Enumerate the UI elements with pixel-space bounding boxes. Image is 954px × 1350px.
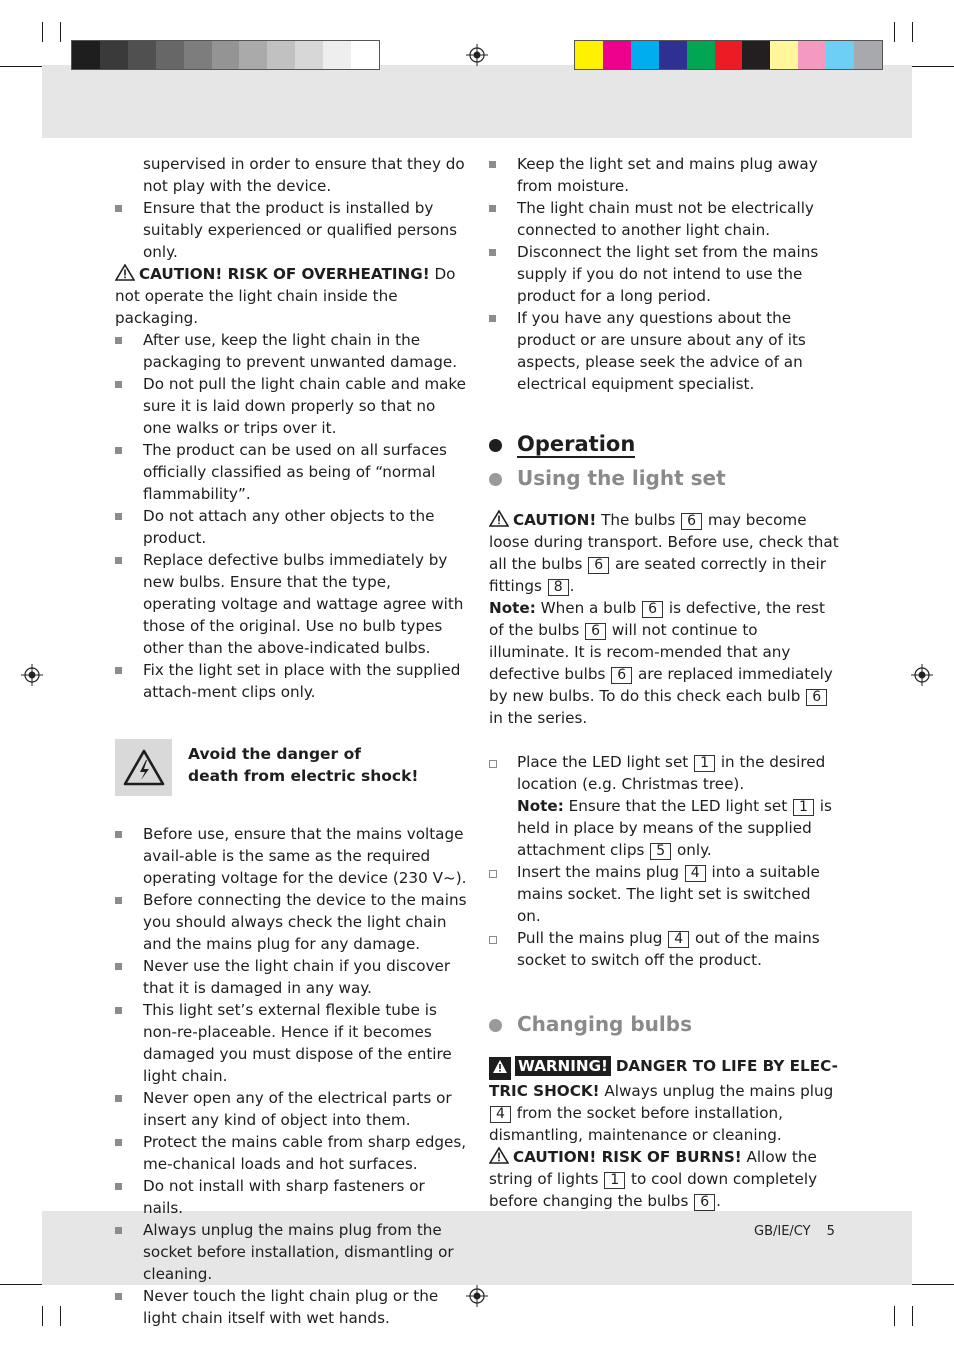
- page-footer: [754, 1224, 835, 1239]
- warning-triangle-icon: [115, 264, 135, 281]
- step-item: Insert the mains plug 4 into a suitable mains socket. The light set is switched on.: [489, 861, 839, 927]
- bullet-icon: [115, 205, 122, 212]
- list-item: The product can be used on all surfaces officially classified as being of “normal flammability”.: [115, 439, 467, 505]
- part-ref: 4: [685, 865, 706, 882]
- note-paragraph: Note: When a bulb 6 is defective, the rest of the bulbs 6 will not continue to illuminate. It is recom-mended that any defective bulbs 6 are replaced immediately by new bulbs. To do this check each bulb 6 in the series.: [489, 599, 833, 727]
- bullet-icon: [489, 249, 496, 256]
- registration-mark-icon: [466, 44, 488, 66]
- part-ref: 1: [694, 755, 715, 772]
- caution-paragraph: CAUTION! The bulbs 6 may become loose during transport. Before use, check that all the bulbs 6 are seated correctly in their fittings 8 .: [489, 511, 839, 595]
- registration-mark-icon: [21, 664, 43, 686]
- color-swatch: [742, 41, 770, 69]
- grayscale-bar: [71, 40, 380, 70]
- bullet-icon: [115, 963, 122, 970]
- list-item: Do not install with sharp fasteners or nails.: [115, 1175, 467, 1219]
- bullet-icon: [489, 205, 496, 212]
- header-band: [42, 65, 912, 138]
- color-swatch: [212, 41, 240, 69]
- crop-mark: [912, 66, 954, 67]
- warning-triangle-icon: [489, 1147, 509, 1164]
- list-group-a: [115, 329, 467, 703]
- bullet-icon: [115, 1095, 122, 1102]
- list-item: Before connecting the device to the mains you should always check the light chain and the mains plug for any damage.: [115, 889, 467, 955]
- list-item: Disconnect the light set from the mains supply if you do not intend to use the product for a long period.: [489, 241, 839, 307]
- burn-warning-paragraph: CAUTION! RISK OF BURNS! Allow the string of lights 1 to cool down completely before changing the bulbs 6 .: [489, 1148, 818, 1210]
- registration-mark-icon: [911, 664, 933, 686]
- language-codes: GB/IE/CY: [754, 1224, 811, 1239]
- crop-mark: [894, 1306, 895, 1326]
- crop-mark: [912, 1306, 913, 1326]
- list-item: If you have any questions about the product or are unsure about any of its aspects, please seek the advice of an electrical equipment specialist.: [489, 307, 839, 395]
- list-item: Keep the light set and mains plug away from moisture.: [489, 153, 839, 197]
- electric-shock-warning: [115, 739, 467, 797]
- electric-warning-paragraph: WARNING! DANGER TO LIFE BY ELEC-TRIC SHOCK! Always unplug the mains plug 4 from the socket before installation, dismantling, maintenance or cleaning.: [489, 1057, 838, 1144]
- part-ref: 6: [806, 689, 827, 706]
- color-swatch: [72, 41, 100, 69]
- color-swatch: [184, 41, 212, 69]
- color-swatch: [826, 41, 854, 69]
- crop-mark: [0, 66, 42, 67]
- color-swatch: [128, 41, 156, 69]
- list-item: Fix the light set in place with the supplied attach-ment clips only.: [115, 659, 467, 703]
- list-item: Do not attach any other objects to the product.: [115, 505, 467, 549]
- shock-warning-text: Avoid the danger of death from electric shock!: [188, 745, 419, 785]
- list-item: Never use the light chain if you discover that it is damaged in any way.: [115, 955, 467, 999]
- bullet-icon: [489, 161, 496, 168]
- step-item: Place the LED light set 1 in the desired location (e.g. Christmas tree). Note: Ensure that the LED light set 1 is held in place by means of the supplied attachment clips 5 only.: [489, 751, 839, 861]
- step-item: Pull the mains plug 4 out of the mains socket to switch off the product.: [489, 927, 839, 971]
- part-ref: 6: [611, 667, 632, 684]
- color-swatch: [323, 41, 351, 69]
- registration-mark-icon: [466, 1285, 488, 1307]
- color-swatch: [603, 41, 631, 69]
- part-ref: 6: [681, 513, 702, 530]
- list-item: Replace defective bulbs immediately by new bulbs. Ensure that the type, operating voltage and wattage agree with those of the original. Use no bulb types other than the above-indicated bulbs.: [115, 549, 467, 659]
- heading-dot-icon: [489, 473, 502, 486]
- page-number: 5: [826, 1224, 835, 1239]
- heading-dot-icon: [489, 1019, 502, 1032]
- crop-mark: [42, 22, 43, 42]
- part-ref: 8: [548, 579, 569, 596]
- part-ref: 6: [588, 557, 609, 574]
- bullet-icon: [115, 897, 122, 904]
- operation-heading: Operation: [489, 433, 839, 459]
- bullet-icon: [489, 315, 496, 322]
- part-ref: 1: [793, 799, 814, 816]
- color-swatch: [351, 41, 379, 69]
- color-bar: [574, 40, 883, 70]
- color-swatch: [715, 41, 743, 69]
- changing-heading: Changing bulbs: [489, 1013, 839, 1039]
- bullet-icon: [115, 667, 122, 674]
- crop-mark: [894, 22, 895, 42]
- crop-mark: [912, 22, 913, 42]
- left-column: [115, 153, 467, 1329]
- warning-triangle-icon: [489, 510, 509, 527]
- list-item: This light set’s external flexible tube is non-re-placeable. Hence if it becomes damaged you must dispose of the entire light chain.: [115, 999, 467, 1087]
- list-item: Always unplug the mains plug from the socket before installation, dismantling or cleaning.: [115, 1219, 467, 1285]
- intro-text: supervised in order to ensure that they do not play with the device.: [143, 155, 465, 195]
- using-heading: Using the light set: [489, 467, 839, 493]
- electric-shock-icon: [115, 739, 172, 796]
- color-swatch: [687, 41, 715, 69]
- color-swatch: [631, 41, 659, 69]
- bullet-icon: [115, 557, 122, 564]
- part-ref: 4: [490, 1106, 511, 1123]
- list-item: Never touch the light chain plug or the light chain itself with wet hands.: [115, 1285, 467, 1329]
- bullet-icon: [115, 1139, 122, 1146]
- color-swatch: [770, 41, 798, 69]
- color-swatch: [100, 41, 128, 69]
- overheat-warning: CAUTION! RISK OF OVERHEATING! Do not operate the light chain inside the packaging.: [115, 265, 456, 327]
- bullet-icon: [115, 513, 122, 520]
- bullet-icon: [115, 1007, 122, 1014]
- list-item: The light chain must not be electrically connected to another light chain.: [489, 197, 839, 241]
- list-item: Never open any of the electrical parts or insert any kind of object into them.: [115, 1087, 467, 1131]
- bullet-icon: [115, 447, 122, 454]
- crop-mark: [42, 1306, 43, 1326]
- color-swatch: [156, 41, 184, 69]
- checkbox-square-icon: [489, 936, 497, 944]
- list-item: Ensure that the product is installed by suitably experienced or qualified persons only.: [115, 197, 467, 263]
- bullet-icon: [115, 831, 122, 838]
- bullet-icon: [115, 381, 122, 388]
- checkbox-square-icon: [489, 760, 497, 768]
- color-swatch: [575, 41, 603, 69]
- bullet-icon: [115, 1183, 122, 1190]
- part-ref: 1: [604, 1172, 625, 1189]
- list-item: Do not pull the light chain cable and make sure it is laid down properly so that no one walks or trips over it.: [115, 373, 467, 439]
- checkbox-square-icon: [489, 870, 497, 878]
- color-swatch: [267, 41, 295, 69]
- color-swatch: [239, 41, 267, 69]
- color-swatch: [659, 41, 687, 69]
- color-swatch: [854, 41, 882, 69]
- list-item: Before use, ensure that the mains voltage avail-able is the same as the required operating voltage for the device (230 V~).: [115, 823, 467, 889]
- part-ref: 6: [585, 623, 606, 640]
- list-group-b: [115, 823, 467, 1329]
- list-item: Protect the mains cable from sharp edges, me-chanical loads and hot surfaces.: [115, 1131, 467, 1175]
- list-item: After use, keep the light chain in the packaging to prevent unwanted damage.: [115, 329, 467, 373]
- bullet-icon: [115, 337, 122, 344]
- crop-mark: [912, 1284, 954, 1285]
- part-ref: 4: [668, 931, 689, 948]
- part-ref: 5: [650, 843, 671, 860]
- color-swatch: [295, 41, 323, 69]
- crop-mark: [60, 22, 61, 42]
- heading-dot-icon: [489, 439, 502, 452]
- bullet-icon: [115, 1293, 122, 1300]
- part-ref: 6: [642, 601, 663, 618]
- bullet-icon: [115, 1227, 122, 1234]
- crop-mark: [60, 1306, 61, 1326]
- crop-mark: [0, 1284, 42, 1285]
- color-swatch: [798, 41, 826, 69]
- part-ref: 6: [694, 1194, 715, 1211]
- warning-badge: WARNING!: [515, 1056, 611, 1076]
- right-column: [489, 153, 839, 1212]
- warning-triangle-icon: [489, 1057, 511, 1080]
